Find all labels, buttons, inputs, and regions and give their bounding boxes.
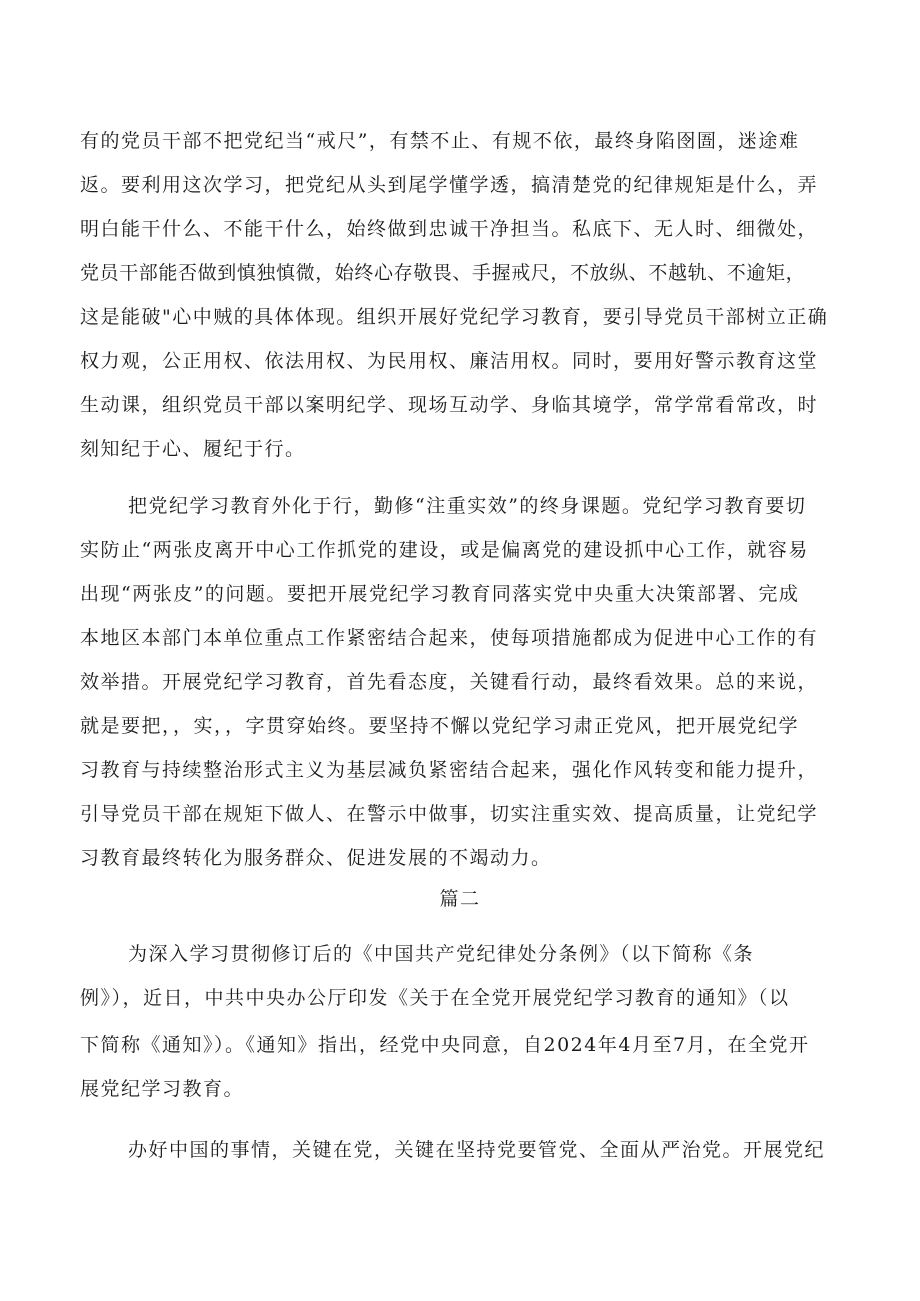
paragraph-line: 出现“两张皮”的问题。要把开展党纪学习教育同落实党中央重大决策部署、完成 (80, 583, 800, 605)
paragraph-line: 例》），近日，中共中央办公厅印发《关于在全党开展党纪学习教育的通知》（以 (80, 987, 790, 1009)
paragraph-line: 为深入学习贯彻修订后的《中国共产党纪律处分条例》（以下简称《条 (128, 943, 755, 965)
paragraph-line: 权力观，公正用权、依法用权、为民用权、廉洁用权。同时，要用好警示教育这堂 (80, 350, 819, 372)
paragraph-line: 这是能破"心中贼的具体体现。组织开展好党纪学习教育，要引导党员干部树立正确 (80, 306, 829, 328)
paragraph-line: 办好中国的事情，关键在党，关键在坚持党要管党、全面从严治党。开展党纪 (128, 1139, 826, 1161)
paragraph-line: 把党纪学习教育外化于行，勤修“注重实效”的终身课题。党纪学习教育要切 (128, 495, 807, 517)
paragraph-line: 效举措。开展党纪学习教育，首先看态度，关键看行动，最终看效果。总的来说， (80, 671, 819, 693)
paragraph-line: 有的党员干部不把党纪当“戒尺”，有禁不止、有规不依，最终身陷囹圄，迷途难 (80, 130, 800, 152)
paragraph-line: 习教育与持续整治形式主义为基层减负紧密结合起来，强化作风转变和能力提升， (80, 759, 819, 781)
paragraph-line: 习教育最终转化为服务群众、促进发展的不竭动力。 (80, 847, 552, 869)
paragraph-line: 引导党员干部在规矩下做人、在警示中做事，切实注重实效、提高质量，让党纪学 (80, 803, 819, 825)
paragraph-line: 展党纪学习教育。 (80, 1078, 245, 1100)
paragraph-line: 实防止“两张皮离开中心工作抓党的建设，或是偏离党的建设抓中心工作，就容易 (80, 539, 809, 561)
paragraph-line: 党员干部能否做到慎独慎微，始终心存敬畏、手握戒尺，不放纵、不越轨、不逾矩， (80, 262, 806, 284)
paragraph-line: 生动课，组织党员干部以案明纪学、现场互动学、身临其境学，常学常看常改，时 (80, 394, 819, 416)
paragraph-line: 下简称《通知》）。《通知》指出，经党中央同意，自2024年4月至7月，在全党开 (80, 1034, 810, 1056)
paragraph-line: 就是要把，，实，，字贯穿始终。要坚持不懈以党纪学习肃正党风，把开展党纪学 (80, 715, 800, 737)
section-heading: 篇二 (439, 888, 481, 910)
paragraph-line: 返。要利用这次学习，把党纪从头到尾学懂学透，搞清楚党的纪律规矩是什么，弄 (80, 174, 819, 196)
paragraph-line: 明白能干什么、不能干什么，始终做到忠诚干净担当。私底下、无人时、细微处， (80, 218, 819, 240)
paragraph-line: 本地区本部门本单位重点工作紧密结合起来，使每项措施都成为促进中心工作的有 (80, 627, 819, 649)
paragraph-line: 刻知纪于心、履纪于行。 (80, 438, 306, 460)
